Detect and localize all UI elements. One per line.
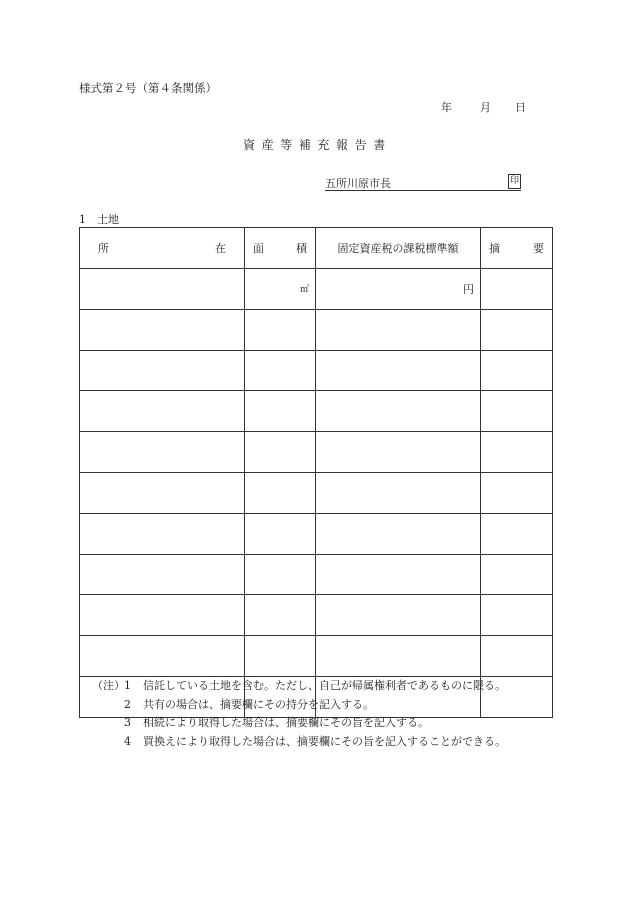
cell-remarks[interactable] — [481, 350, 553, 391]
cell-area[interactable] — [245, 269, 316, 310]
note-number: 3 — [124, 716, 131, 729]
cell-tax-value[interactable] — [316, 472, 481, 513]
header-remarks — [481, 228, 553, 269]
note-item — [92, 677, 506, 696]
unit-area: ㎡ — [299, 285, 309, 296]
table-row — [80, 269, 553, 310]
cell-tax-value[interactable] — [316, 391, 481, 432]
cell-area[interactable] — [245, 554, 316, 595]
header-location-char-2: 在 — [215, 242, 226, 255]
cell-location[interactable] — [80, 595, 245, 636]
cell-area[interactable] — [245, 350, 316, 391]
table-row — [80, 432, 553, 473]
cell-area[interactable] — [245, 391, 316, 432]
cell-tax-value[interactable] — [316, 554, 481, 595]
header-tax-value-label: 固定資産税の課税標準額 — [337, 242, 459, 255]
form-number: 様式第２号（第４条関係） — [79, 81, 217, 95]
cell-location[interactable] — [80, 269, 245, 310]
cell-location[interactable] — [80, 636, 245, 677]
header-remarks-char-2: 要 — [533, 242, 544, 255]
note-number: 4 — [124, 734, 131, 748]
cell-location[interactable] — [80, 472, 245, 513]
table-row — [80, 391, 553, 432]
cell-area[interactable] — [245, 513, 316, 554]
table-row — [80, 513, 553, 554]
cell-tax-value[interactable] — [316, 636, 481, 677]
note-text: 相続により取得した場合は、摘要欄にその旨を記入する。 — [143, 716, 429, 729]
header-location-char-1: 所 — [98, 242, 109, 255]
cell-remarks[interactable] — [481, 513, 553, 554]
land-table — [79, 227, 553, 718]
addressee-line — [325, 175, 521, 191]
header-area-char-1: 面 — [253, 242, 264, 255]
cell-area[interactable] — [245, 472, 316, 513]
note-item — [92, 696, 506, 715]
cell-area[interactable] — [245, 432, 316, 473]
table-row — [80, 595, 553, 636]
cell-tax-value[interactable] — [316, 432, 481, 473]
note-text: 共有の場合は、摘要欄にその持分を記入する。 — [143, 697, 374, 711]
cell-remarks[interactable] — [481, 554, 553, 595]
cell-area[interactable] — [245, 595, 316, 636]
table-row — [80, 554, 553, 595]
date-day-label: 日 — [515, 101, 526, 114]
note-item — [92, 733, 506, 752]
date-year-label: 年 — [441, 101, 452, 114]
cell-remarks[interactable] — [481, 472, 553, 513]
cell-location[interactable] — [80, 513, 245, 554]
cell-tax-value[interactable] — [316, 309, 481, 350]
date-month-label: 月 — [480, 101, 491, 114]
cell-remarks[interactable] — [481, 595, 553, 636]
cell-tax-value[interactable] — [316, 595, 481, 636]
note-text: 買換えにより取得した場合は、摘要欄にその旨を記入することができる。 — [143, 734, 506, 748]
cell-location[interactable] — [80, 350, 245, 391]
header-area-char-2: 積 — [296, 242, 307, 255]
cell-remarks[interactable] — [481, 432, 553, 473]
table-header-row — [80, 228, 553, 269]
table-row — [80, 350, 553, 391]
header-remarks-char-1: 摘 — [489, 242, 500, 255]
table-row — [80, 636, 553, 677]
addressee-name: 五所川原市長 — [325, 177, 391, 190]
unit-yen: 円 — [463, 282, 474, 296]
date-line — [441, 99, 526, 115]
cell-remarks[interactable] — [481, 391, 553, 432]
header-tax-value — [316, 228, 481, 269]
cell-tax-value[interactable] — [316, 350, 481, 391]
cell-area[interactable] — [245, 309, 316, 350]
cell-remarks[interactable] — [481, 636, 553, 677]
cell-location[interactable] — [80, 391, 245, 432]
cell-location[interactable] — [80, 309, 245, 350]
section-heading: 1 土地 — [79, 213, 119, 226]
notes-prefix: （注） — [92, 679, 125, 692]
document-title: 資産等補充報告書 — [243, 138, 392, 152]
cell-location[interactable] — [80, 554, 245, 595]
header-location — [80, 228, 245, 269]
note-text: 信託している土地を含む。ただし、自己が帰属権利者であるものに限る。 — [143, 679, 506, 692]
cell-tax-value[interactable] — [316, 269, 481, 310]
table-row — [80, 472, 553, 513]
seal-mark: 印 — [508, 174, 521, 189]
notes — [92, 677, 506, 751]
note-item — [92, 714, 506, 733]
cell-remarks[interactable] — [481, 269, 553, 310]
cell-remarks[interactable] — [481, 309, 553, 350]
cell-area[interactable] — [245, 636, 316, 677]
header-area — [245, 228, 316, 269]
note-number: 2 — [124, 697, 131, 711]
table-row — [80, 309, 553, 350]
note-number: 1 — [124, 679, 131, 692]
cell-tax-value[interactable] — [316, 513, 481, 554]
cell-location[interactable] — [80, 432, 245, 473]
